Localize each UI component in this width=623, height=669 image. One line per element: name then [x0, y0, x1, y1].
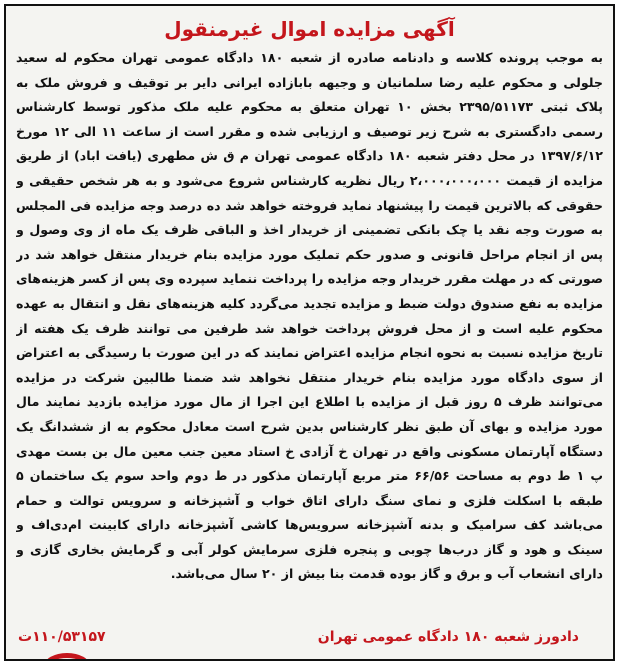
notice-title: آگهی مزایده اموال غیرمنقول [164, 17, 455, 41]
notice-reference: ۱۱۰/۵۳۱۵۷ت [18, 629, 106, 645]
notice-content [16, 14, 603, 651]
red-stamp-mark [44, 653, 90, 661]
legal-notice [4, 4, 615, 661]
notice-signer: دادورز شعبه ۱۸۰ دادگاه عمومی تهران [317, 629, 579, 645]
notice-body: به موجب پرونده کلاسه و دادنامه صادره از شعبه ۱۸۰ دادگاه عمومی تهران محکوم له سعید جلولی و محکوم علیه رضا سلمانیان و وجیهه بابازاده ایرانی دایر بر توقیف و فروش ملک به پلاک ثبتی ۲۳۹۵/۵۱۱۷۳ بخش ۱۰ تهران متعلق به محکوم علیه ملک مذکور توسط کارشناس رسمی دادگستری به شرح زیر توصیف و ارزیابی شده و مقرر است از ساعت ۱۱ الی ۱۲ مورخ ۱۳۹۷/۶/۱۲ در محل دفتر شعبه ۱۸۰ دادگاه عمومی تهران م ق ش مطهری (یافت اباد) از طریق مزایده از قیمت ۲،۰۰۰،۰۰۰،۰۰۰ ریال نظریه کارشناس شروع می‌شود و به هر شخص حقیقی و حقوقی که بالاترین قیمت را پیشنهاد نماید فروخته خواهد شد ده درصد وجه مزایده فی المجلس به صورت وجه نقد یا چک بانکی تضمینی از خریدار اخذ و الباقی ظرف یک ماه از وی وصول و پس از انجام مراحل قانونی و صدور حکم تملیک مورد مزایده بنام خریدار منتقل خواهد شد در صورتی که در مهلت مقرر خریدار وجه مزایده را پرداخت ننماید سپرده وی پس از کسر هزینه‌های مزایده به نفع صندوق دولت ضبط و مزایده تجدید می‌گردد کلیه هزینه‌های نقل و انتقال به عهده محکوم علیه است و از محل فروش پرداخت خواهد شد طرفین می توانند ظرف یک هفته از تاریخ مزایده نسبت به نحوه انجام مزایده اعتراض نمایند که در این صورت با رسیدگی به اعتراض از سوی دادگاه مورد مزایده بنام خریدار منتقل نخواهد شد ضمنا طالبین شرکت در مزایده می‌توانند ظرف ۵ روز قبل از مزایده با اطلاع این اجرا از مال مورد مزایده بازدید نمایند مال مورد مزایده و بهای آن طبق نظر کارشناس بدین شرح است معادل محکوم به از ششدانگ یک دستگاه آپارتمان مسکونی واقع در تهران خ آزادی خ استاد معین جنب معین مال بن بست مهدی پ ۱ ط دوم به مساحت ۶۶/۵۶ متر مربع آپارتمان مذکور در ط دوم واحد سوم یک ساختمان ۵ طبقه با اسکلت فلزی و نمای سنگ دارای اتاق خواب و آشپزخانه و سرویس توالت و حمام می‌باشد کف سرامیک و بدنه آشپزخانه سرویس‌ها کاشی آشپزخانه دارای کابینت ام‌دی‌اف و سینک و هود و گاز درب‌ها چوبی و پنجره فلزی سرمایش کولر آبی و گرمایش بخاری گازی و دارای انشعاب آب و برق و گاز بوده قدمت بنا بیش از ۲۰ سال می‌باشد. [16, 50, 603, 582]
notice-footer [16, 625, 603, 649]
